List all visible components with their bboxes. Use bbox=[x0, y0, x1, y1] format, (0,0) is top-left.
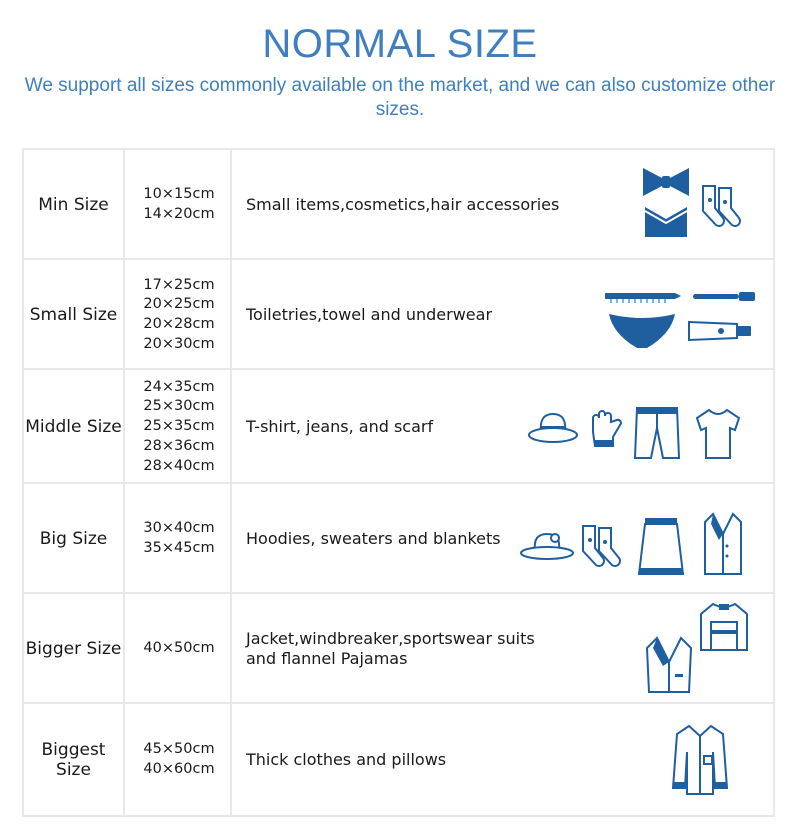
row-icons bbox=[515, 704, 775, 815]
dimension-value: 20×30cm bbox=[143, 335, 215, 352]
size-description: Toiletries,towel and underwear bbox=[246, 305, 493, 324]
shirt-icon bbox=[671, 722, 729, 798]
size-dimensions bbox=[125, 704, 233, 815]
size-dimensions bbox=[125, 484, 233, 594]
dimension-value: 40×50cm bbox=[143, 640, 215, 657]
size-description: Thick clothes and pillows bbox=[246, 749, 447, 769]
size-name: Middle Size bbox=[25, 417, 122, 437]
size-row-bigger bbox=[22, 592, 775, 704]
socks-icon bbox=[579, 522, 627, 574]
hat-icon bbox=[527, 410, 579, 446]
size-name: Big Size bbox=[39, 529, 108, 549]
dimension-value: 20×25cm bbox=[143, 296, 215, 313]
glove-icon bbox=[585, 410, 625, 450]
size-name: Bigger Size bbox=[25, 639, 122, 659]
dimension-value: 25×35cm bbox=[143, 418, 215, 435]
dimension-value: 28×36cm bbox=[143, 437, 215, 454]
dimension-value: 30×40cm bbox=[143, 520, 215, 537]
sun-hat-icon bbox=[519, 528, 575, 562]
dimension-value: 35×45cm bbox=[143, 540, 215, 556]
dimension-value: 20×28cm bbox=[143, 316, 215, 332]
size-description: T-shirt, jeans, and scarf bbox=[246, 417, 434, 436]
row-icons bbox=[515, 370, 775, 484]
socks-icon bbox=[699, 182, 745, 232]
size-row-small bbox=[22, 258, 775, 370]
shorts-icon bbox=[633, 404, 681, 462]
row-icons bbox=[515, 150, 775, 260]
size-description: Hoodies, sweaters and blankets bbox=[246, 529, 501, 548]
skirt-icon bbox=[637, 516, 685, 578]
toothpaste-icon bbox=[687, 320, 755, 342]
dimension-value: 17×25cm bbox=[143, 276, 215, 293]
size-dimensions bbox=[125, 150, 233, 260]
row-icons bbox=[515, 484, 775, 594]
size-name: Small Size bbox=[29, 305, 118, 325]
size-row-middle bbox=[22, 368, 775, 484]
row-icons bbox=[515, 260, 775, 370]
envelope-icon bbox=[643, 205, 689, 239]
dimension-value: 45×50cm bbox=[143, 740, 215, 757]
toothbrush-icon bbox=[691, 290, 757, 304]
size-table bbox=[22, 148, 775, 815]
bow-tie-icon bbox=[641, 166, 691, 198]
size-dimensions bbox=[125, 260, 233, 370]
dimension-value: 40×60cm bbox=[143, 760, 215, 777]
coat-icon bbox=[701, 512, 745, 578]
dimension-value: 28×40cm bbox=[143, 457, 215, 474]
size-row-big bbox=[22, 482, 775, 594]
size-row-biggest bbox=[22, 702, 775, 817]
dimension-value: 10×15cm bbox=[143, 186, 215, 203]
blazer-icon bbox=[643, 634, 695, 696]
size-description: Small items,cosmetics,hair accessories bbox=[246, 195, 560, 214]
underwear-icon bbox=[607, 310, 677, 352]
comb-icon bbox=[603, 290, 683, 304]
page-title: NORMAL SIZE bbox=[262, 22, 538, 66]
size-name: Biggest Size bbox=[41, 739, 106, 780]
size-row-min bbox=[22, 148, 775, 260]
size-dimensions bbox=[125, 370, 233, 484]
sweater-icon bbox=[699, 600, 749, 656]
t-shirt-icon bbox=[693, 406, 743, 462]
dimension-value: 25×30cm bbox=[143, 398, 215, 415]
dimension-value: 14×20cm bbox=[143, 206, 215, 222]
size-description: Jacket,windbreaker,sportswear suits and flannel Pajamas bbox=[246, 629, 535, 668]
dimension-value: 24×35cm bbox=[143, 378, 215, 395]
row-icons bbox=[515, 594, 775, 704]
size-dimensions bbox=[125, 594, 233, 704]
size-name: Min Size bbox=[38, 195, 109, 215]
page-subtitle: We support all sizes commonly available on the market, and we can also customize other sizes. bbox=[24, 75, 776, 120]
